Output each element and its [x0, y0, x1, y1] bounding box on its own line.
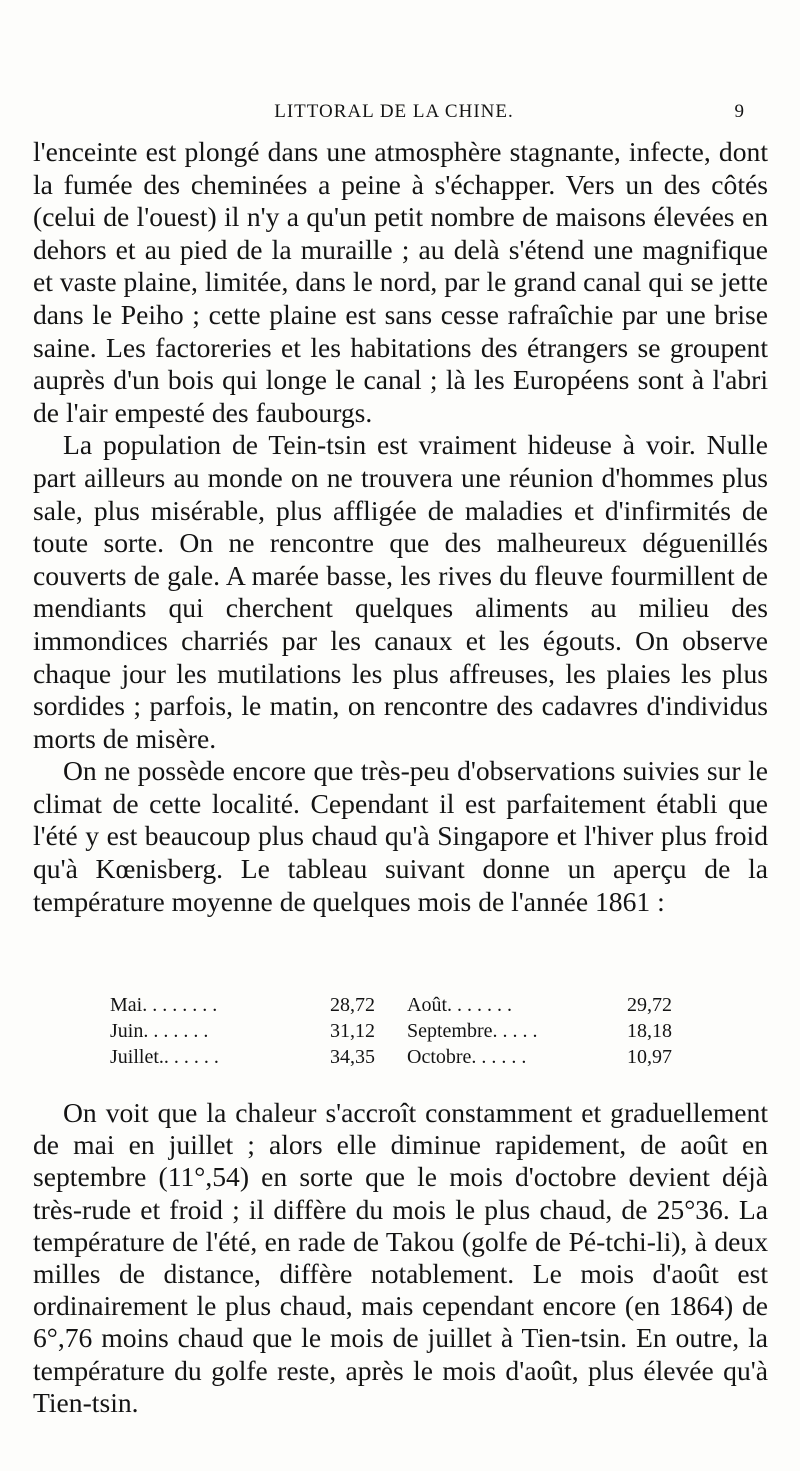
temperature-value: 18,18 — [627, 1020, 672, 1042]
temperature-table — [110, 992, 700, 1070]
temperature-value: 34,35 — [330, 1046, 375, 1068]
temperature-value: 28,72 — [330, 994, 375, 1016]
paragraph-chaleur: On voit que la chaleur s'accroît constamment et graduellement de mai en juillet ; alors elle diminue rapidement, de août en septembre (11°,54) en sorte que le mois d'octobre devient déjà très-rude et froid ; il diffère du mois le plus chaud, de 25°36. La température de l'été, en rade de Takou (golfe de Pé-tchi-li), à deux milles de distance, diffère notablement. Le mois d'août est ordinairement le plus chaud, mais cependant encore (en 1864) de 6°,76 moins chaud que le mois de juillet à Tien-tsin. En outre, la température du golfe reste, après le mois d'août, plus élevée qu'à Tien-tsin. — [33, 1097, 768, 1418]
table-row — [110, 1018, 700, 1044]
month-label: Septembre. . . . . — [407, 1020, 538, 1042]
paragraph-climat: On ne possède encore que très-peu d'observations suivies sur le climat de cette localité. Cependant il est parfaitement établi que l'été y est beaucoup plus chaud qu'à Singapore et l'hiver plus froid qu'à Kœnisberg. Le tableau suivant donne un aperçu de la température moyenne de quelques mois de l'année 1861 : — [33, 755, 768, 917]
page-number: 9 — [734, 101, 744, 122]
month-label: Mai. . . . . . . . — [110, 994, 218, 1016]
temperature-value: 10,97 — [627, 1046, 672, 1068]
temperature-value: 29,72 — [627, 994, 672, 1016]
month-label: Août. . . . . . . — [407, 994, 512, 1016]
month-label: Juin. . . . . . . — [110, 1020, 209, 1042]
body-text — [33, 136, 768, 918]
month-label: Juillet.. . . . . . — [110, 1046, 219, 1068]
page-header — [36, 97, 752, 127]
temperature-value: 31,12 — [330, 1020, 375, 1042]
paragraph-population: La population de Tein-tsin est vraiment hideuse à voir. Nulle part ailleurs au monde on ne trouvera une réunion d'hommes plus sale, plus misérable, plus affligée de maladies et d'infirmités de toute sorte. On ne rencontre que des malheureux déguenillés couverts de gale. A marée basse, les rives du fleuve fourmillent de mendiants qui cherchent quelques aliments au milieu des immondices charriés par les canaux et les égouts. On observe chaque jour les mutilations les plus affreuses, les plaies les plus sordides ; parfois, le matin, on rencontre des cadavres d'individus morts de misère. — [33, 429, 768, 754]
table-row — [110, 1044, 700, 1070]
month-label: Octobre. . . . . . — [407, 1046, 527, 1068]
running-title: LITTORAL DE LA CHINE. — [274, 101, 514, 122]
table-row — [110, 992, 700, 1018]
paragraph-enceinte: l'enceinte est plongé dans une atmosphère stagnante, infecte, dont la fumée des cheminées a peine à s'échapper. Vers un des côtés (celui de l'ouest) il n'y a qu'un petit nombre de maisons élevées en dehors et au pied de la muraille ; au delà s'étend une magnifique et vaste plaine, limitée, dans le nord, par le grand canal qui se jette dans le Peiho ; cette plaine est sans cesse rafraîchie par une brise saine. Les factoreries et les habitations des étrangers se groupent auprès d'un bois qui longe le canal ; là les Européens sont à l'abri de l'air empesté des faubourgs. — [33, 136, 768, 428]
body-text-closing — [33, 1097, 768, 1419]
